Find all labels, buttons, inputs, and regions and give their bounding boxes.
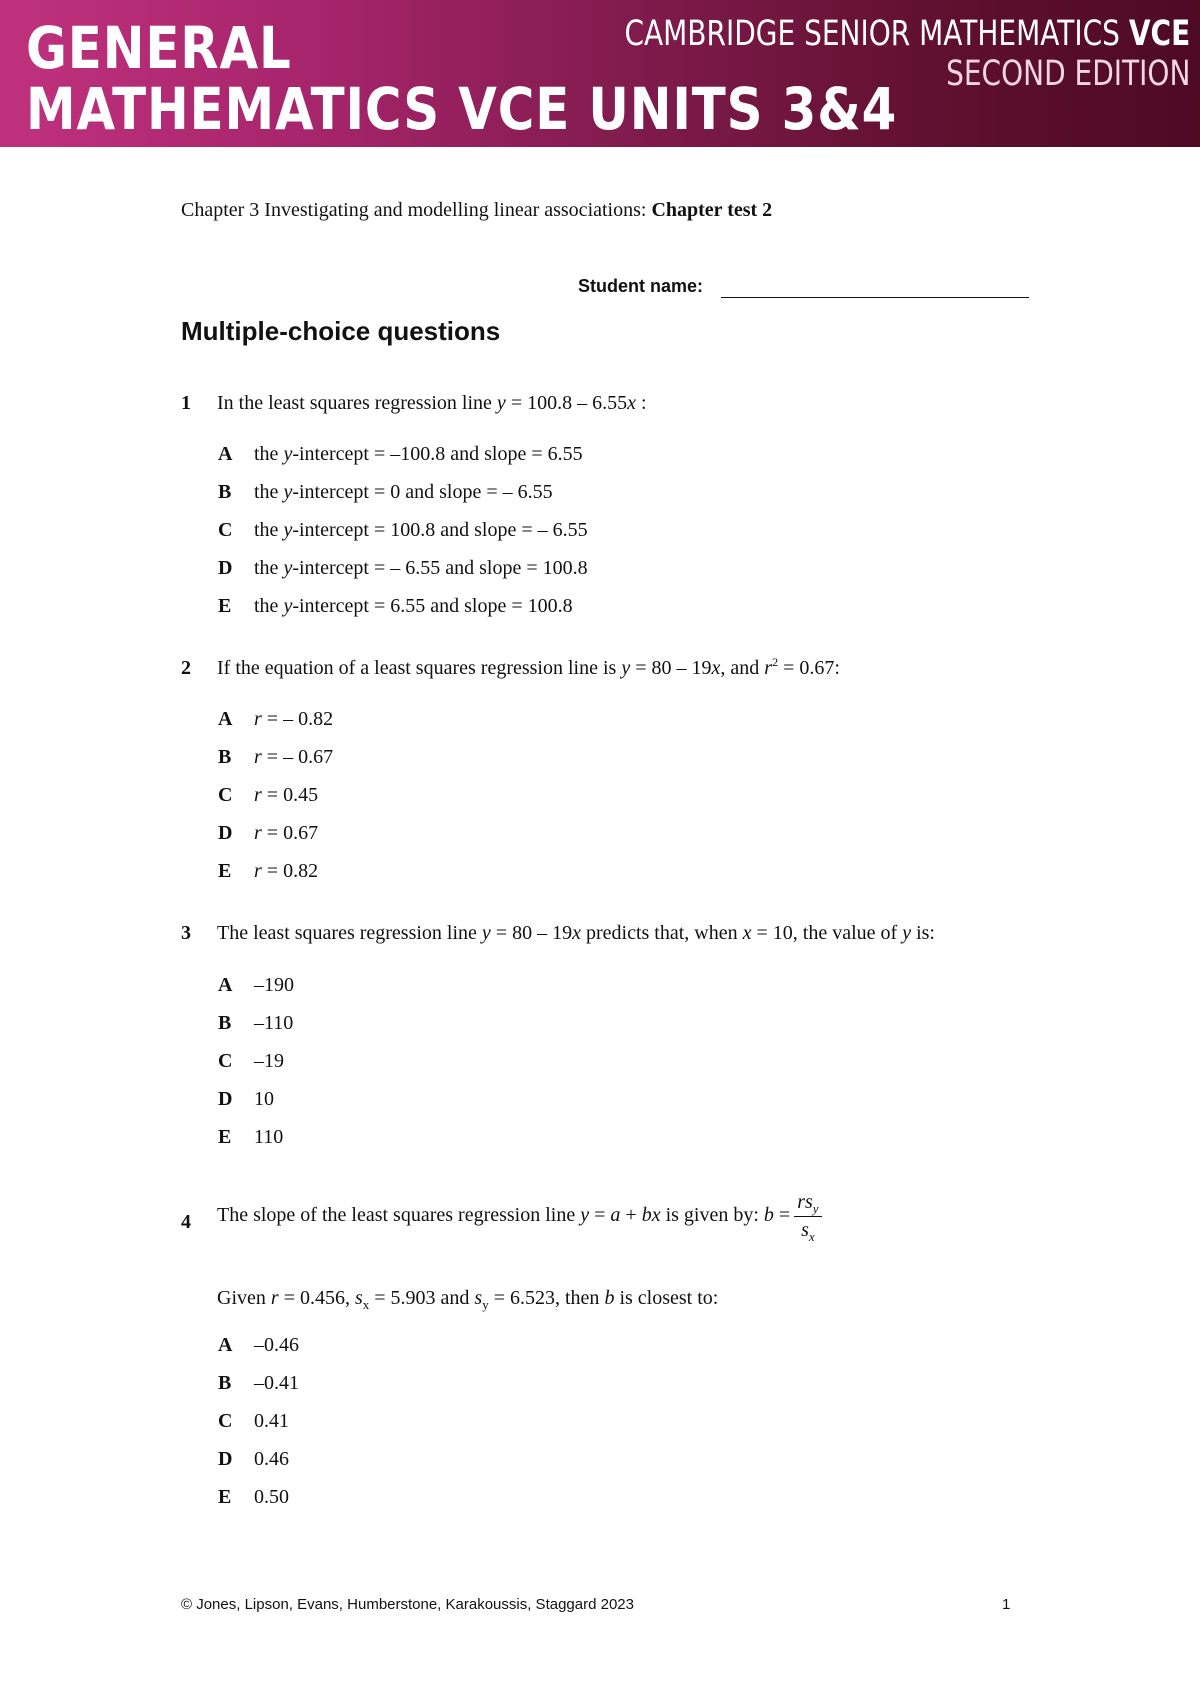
option-text: the xyxy=(254,481,284,503)
option-text: 0.46 xyxy=(254,1448,289,1470)
option-letter: C xyxy=(218,1410,233,1432)
stem-text: In the least squares regression line xyxy=(217,392,497,414)
option-variable: y xyxy=(283,595,293,617)
answer-option[interactable] xyxy=(218,1372,299,1395)
option-letter: C xyxy=(218,1050,233,1072)
stem-variable: y xyxy=(481,922,491,944)
denominator-subscript: x xyxy=(808,1229,815,1244)
option-variable: y xyxy=(283,443,293,465)
question-number: 4 xyxy=(181,1211,191,1233)
given-text: is closest to: xyxy=(614,1287,719,1309)
option-variable: r xyxy=(254,746,262,768)
answer-option[interactable] xyxy=(218,1126,283,1149)
stem-variable: b xyxy=(763,1204,774,1227)
given-variable: b xyxy=(604,1287,615,1309)
stem-superscript: 2 xyxy=(772,655,779,669)
answer-option[interactable] xyxy=(218,481,553,504)
option-variable: y xyxy=(283,481,293,503)
option-letter: A xyxy=(218,1334,233,1356)
given-subscript: x xyxy=(362,1297,370,1312)
stem-text: + xyxy=(620,1204,642,1227)
option-text: -intercept = 0 and slope = – 6.55 xyxy=(292,481,553,503)
option-letter: B xyxy=(218,1012,232,1034)
option-text: 10 xyxy=(254,1088,274,1110)
option-letter: E xyxy=(218,1126,232,1148)
option-text: -intercept = – 6.55 and slope = 100.8 xyxy=(292,557,588,579)
answer-option[interactable] xyxy=(218,784,318,807)
denominator-text: s xyxy=(801,1219,809,1241)
stem-text: = 80 – 19 xyxy=(490,922,573,944)
option-variable: y xyxy=(283,519,293,541)
option-letter: E xyxy=(218,860,232,882)
option-letter: E xyxy=(218,595,232,617)
option-text: –0.41 xyxy=(254,1372,299,1394)
given-variable: s xyxy=(354,1287,363,1309)
option-letter: B xyxy=(218,746,232,768)
answer-option[interactable] xyxy=(218,708,333,731)
slope-fraction xyxy=(794,1191,821,1242)
option-letter: D xyxy=(218,822,233,844)
stem-variable: a xyxy=(610,1204,621,1227)
option-letter: D xyxy=(218,1088,233,1110)
series-title-bold: VCE xyxy=(1128,14,1190,54)
student-name-label: Student name: xyxy=(578,276,704,296)
given-text: = 0.456, xyxy=(278,1287,355,1309)
option-text: –110 xyxy=(254,1012,294,1034)
stem-text: = 0.67: xyxy=(778,657,840,679)
option-letter: A xyxy=(218,974,233,996)
stem-variable: x xyxy=(711,657,721,679)
question-stem xyxy=(217,1191,822,1242)
answer-option[interactable] xyxy=(218,822,318,845)
stem-text: is given by: xyxy=(660,1204,764,1227)
stem-variable: bx xyxy=(641,1204,661,1227)
chapter-title xyxy=(181,199,772,222)
chapter-title-prefix: Chapter 3 Investigating and modelling linear associations: xyxy=(181,199,652,221)
question-number: 2 xyxy=(181,657,191,679)
stem-text: = xyxy=(589,1204,611,1227)
option-text: the xyxy=(254,443,284,465)
numerator-text: rs xyxy=(797,1191,813,1213)
option-text: 0.41 xyxy=(254,1410,289,1432)
student-name-line[interactable] xyxy=(721,297,1029,298)
option-text: 0.50 xyxy=(254,1486,289,1508)
fraction-numerator xyxy=(794,1191,821,1217)
option-text: -intercept = –100.8 and slope = 6.55 xyxy=(292,443,583,465)
given-text: Given xyxy=(217,1287,271,1309)
page-number: 1 xyxy=(1002,1596,1011,1613)
stem-text: If the equation of a least squares regression line is xyxy=(217,657,622,679)
footer-copyright: © Jones, Lipson, Evans, Humberstone, Karakoussis, Staggard 2023 xyxy=(181,1596,634,1613)
question-given xyxy=(217,1287,718,1310)
given-text: = 6.523, then xyxy=(488,1287,605,1309)
option-letter: B xyxy=(218,1372,232,1394)
series-edition: SECOND EDITION xyxy=(945,54,1190,94)
option-text: –190 xyxy=(254,974,294,996)
series-title-prefix: CAMBRIDGE SENIOR MATHEMATICS xyxy=(624,14,1129,54)
section-heading: Multiple-choice questions xyxy=(181,316,501,346)
stem-variable: x xyxy=(742,922,752,944)
series-title xyxy=(624,14,1190,54)
option-text: = – 0.67 xyxy=(261,746,334,768)
answer-option[interactable] xyxy=(218,860,318,883)
fraction-denominator xyxy=(794,1217,821,1242)
stem-variable: y xyxy=(902,922,912,944)
question-stem xyxy=(217,392,647,415)
stem-variable: r xyxy=(764,657,773,679)
answer-option[interactable] xyxy=(218,519,588,542)
stem-variable: y xyxy=(621,657,631,679)
numerator-subscript: y xyxy=(812,1201,819,1216)
option-letter: E xyxy=(218,1486,232,1508)
option-letter: C xyxy=(218,784,233,806)
question-number: 3 xyxy=(181,922,191,944)
question-number: 1 xyxy=(181,392,191,414)
answer-option[interactable] xyxy=(218,1448,289,1471)
answer-option[interactable] xyxy=(218,1050,284,1073)
stem-text: = xyxy=(773,1204,791,1227)
answer-option[interactable] xyxy=(218,1334,299,1357)
option-letter: D xyxy=(218,1448,233,1470)
option-text: the xyxy=(254,557,284,579)
question-stem xyxy=(217,657,840,680)
answer-option[interactable] xyxy=(218,443,583,466)
option-text: = 0.45 xyxy=(261,784,319,806)
answer-option[interactable] xyxy=(218,1088,274,1111)
option-text: the xyxy=(254,519,284,541)
stem-variable: x xyxy=(572,922,581,944)
option-text: –19 xyxy=(254,1050,284,1072)
question-stem xyxy=(217,922,935,945)
answer-option[interactable] xyxy=(218,1012,293,1035)
stem-text: The slope of the least squares regression line xyxy=(217,1204,581,1227)
option-letter: B xyxy=(218,481,232,503)
option-text: 110 xyxy=(254,1126,284,1148)
stem-variable: y xyxy=(580,1204,590,1227)
banner-title-line2: MATHEMATICS VCE UNITS 3&4 xyxy=(26,75,898,143)
answer-option[interactable] xyxy=(218,1486,289,1509)
answer-option[interactable] xyxy=(218,974,294,997)
stem-text: predicts that, when xyxy=(580,922,743,944)
option-text: the xyxy=(254,595,284,617)
option-variable: r xyxy=(254,784,262,806)
answer-option[interactable] xyxy=(218,557,588,580)
stem-text: = 100.8 – 6.55 xyxy=(505,392,628,414)
option-text: –0.46 xyxy=(254,1334,299,1356)
given-text: = 5.903 and xyxy=(369,1287,475,1309)
option-text: = 0.67 xyxy=(261,822,319,844)
banner-title-line1: GENERAL xyxy=(26,14,292,82)
answer-option[interactable] xyxy=(218,595,573,618)
given-variable: s xyxy=(474,1287,483,1309)
option-text: -intercept = 6.55 and slope = 100.8 xyxy=(292,595,573,617)
stem-text: = 10, the value of xyxy=(751,922,903,944)
option-letter: A xyxy=(218,443,233,465)
answer-option[interactable] xyxy=(218,746,333,769)
stem-text: is: xyxy=(911,922,935,944)
stem-text: The least squares regression line xyxy=(217,922,482,944)
chapter-test-label: Chapter test 2 xyxy=(651,199,773,221)
stem-variable: y xyxy=(496,392,506,414)
given-variable: r xyxy=(270,1287,279,1309)
option-variable: r xyxy=(254,822,262,844)
stem-text: , and xyxy=(720,657,765,679)
option-variable: r xyxy=(254,860,262,882)
option-letter: D xyxy=(218,557,233,579)
option-text: -intercept = 100.8 and slope = – 6.55 xyxy=(292,519,588,541)
stem-text: : xyxy=(635,392,647,414)
given-subscript: y xyxy=(482,1297,489,1312)
option-text: = – 0.82 xyxy=(261,708,334,730)
option-letter: A xyxy=(218,708,233,730)
stem-text: = 80 – 19 xyxy=(630,657,712,679)
option-text: = 0.82 xyxy=(261,860,319,882)
answer-option[interactable] xyxy=(218,1410,289,1433)
option-letter: C xyxy=(218,519,233,541)
header-banner xyxy=(0,0,1200,147)
option-variable: y xyxy=(283,557,293,579)
option-variable: r xyxy=(254,708,262,730)
stem-variable: x xyxy=(627,392,636,414)
